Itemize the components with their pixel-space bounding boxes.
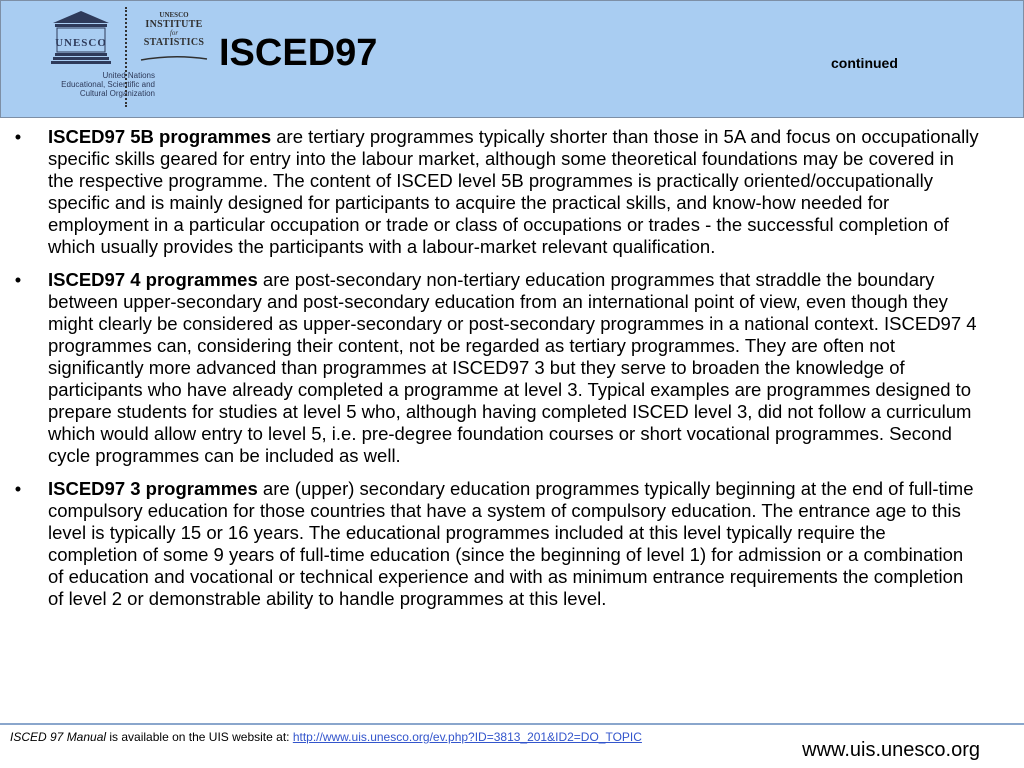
bullet-marker: • [14,269,22,290]
uis-logo-line: STATISTICS [143,37,205,48]
bullet-item [10,269,980,467]
bullet-item [10,126,980,258]
uis-logo-line: for [169,29,179,37]
footer-website: www.uis.unesco.org [802,739,980,761]
svg-text:UNESCO: UNESCO [55,37,107,49]
bullet-marker: • [14,478,22,499]
uis-manual-link[interactable]: http://www.uis.unesco.org/ev.php?ID=3813_201&ID2=DO_TOPIC [292,730,642,744]
bullet-text: are (upper) secondary education programmes typically beginning at the end of full-time compulsory education for those countries that have a system of compulsory education. The entrance age to this level is typically 15 or 16 years. The educational programmes included at this level typically require the completion of some 9 years of full-time education (since the beginning of level 1) for admission or a combination of education and vocational or technical experience and with as minimum entrance requirements the completion of level 2 or demonstrable ability to handle programmes at this level. [48,478,974,609]
bullet-term: ISCED97 3 programmes [48,478,258,499]
logo-divider [125,7,127,107]
unesco-temple-logo [51,9,111,67]
footer-note-text: is available on the UIS website at: [106,730,293,744]
page-title: ISCED97 [219,32,378,74]
uis-logo-line: INSTITUTE [145,19,203,30]
unesco-temple-icon [51,9,111,67]
bullet-text: are tertiary programmes typically shorter than those in 5A and focus on occupationally specific skills geared for entry into the labour market, although some theoretical foundations may be covered in the respective programme. The content of ISCED level 5B programmes is practically oriented/occupationally specific and is mainly designed for participants to acquire the practical skills, and know-how needed for employment in a particular occupation or trade or class of occupations or trades - the successful completion of which usually provides the participants with a labour-market relevant qualification. [48,126,979,257]
unesco-tagline-line: United Nations [102,71,155,80]
page-subtitle: continued [831,55,898,71]
uis-logo-line: UNESCO [159,11,189,19]
bullet-text: are post-secondary non-tertiary education programmes that straddle the boundary between upper-secondary and post-secondary education from an international point of view, even though they might clearly be considered as upper-secondary or post-secondary programmes in a national context. ISCED97 4 programmes can, considering their content, not be regarded as tertiary programmes. They are often not significantly more advanced than programmes at ISCED97 3 but they serve to broaden the knowledge of participants who have already completed a programme at level 3. Typical examples are programmes designed to prepare students for studies at level 5 who, although having completed ISCED level 3, did not follow a curriculum which would allow entry to level 5, i.e. pre-degree foundation courses or short vocational programmes. Second cycle programmes can be included as well. [48,269,977,466]
bullet-term: ISCED97 4 programmes [48,269,258,290]
unesco-tagline-line: Educational, Scientific and [61,80,155,89]
manual-title: ISCED 97 Manual [10,730,107,744]
footer-note [10,730,642,744]
bullet-list [10,126,980,621]
footer-divider [0,723,1024,725]
bullet-item [10,478,980,610]
header-banner [0,0,1024,118]
unesco-tagline-line: Cultural Organization [79,89,155,98]
unesco-tagline [3,71,155,98]
bullet-marker: • [14,126,22,147]
bullet-term: ISCED97 5B programmes [48,126,272,147]
uis-swoosh-icon [139,54,209,62]
